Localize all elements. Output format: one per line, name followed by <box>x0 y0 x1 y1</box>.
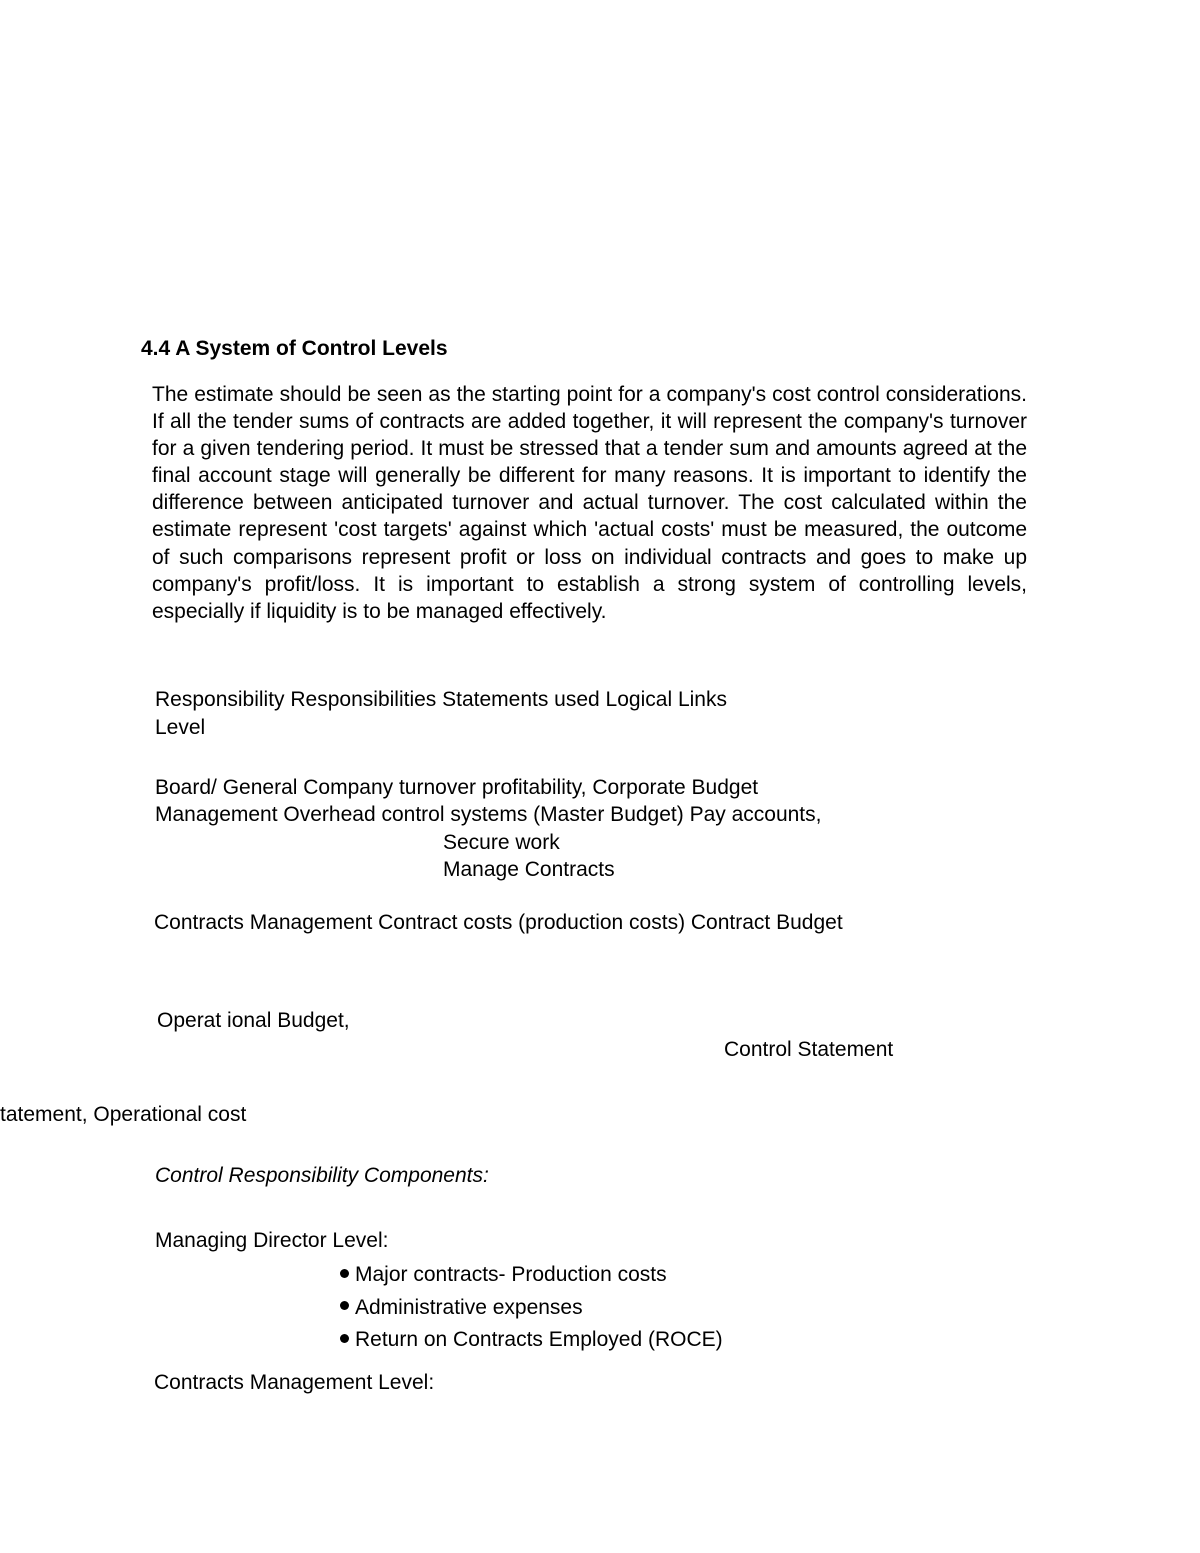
list-item: Administrative expenses <box>340 1292 723 1325</box>
board-row-line-1: Board/ General Company turnover profitability, Corporate Budget <box>155 776 759 799</box>
board-row-line-3: Secure work <box>443 831 560 854</box>
statement-operational-text: tatement, Operational cost <box>0 1103 247 1126</box>
operational-budget-text: Operat ional Budget, <box>157 1009 350 1032</box>
table-header-line-1: Responsibility Responsibilities Statements used Logical Links <box>155 688 727 711</box>
control-statement-text: Control Statement <box>724 1038 894 1061</box>
list-item: Major contracts- Production costs <box>340 1259 723 1292</box>
table-header-line-2: Level <box>155 716 206 739</box>
intro-paragraph: The estimate should be seen as the starting point for a company's cost control considerations. If all the tender sums of contracts are added together, it will represent the company's turnover for a given tendering period. It must be stressed that a tender sum and amounts agreed at the final account stage will generally be different for many reasons. It is important to identify the difference between anticipated turnover and actual turnover. The cost calculated within the estimate represent 'cost targets' against which 'actual costs' must be measured, the outcome of such comparisons represent profit or loss on individual contracts and goes to make up company's profit/loss. It is important to establish a strong system of controlling levels, especially if liquidity is to be managed effectively. <box>152 383 1027 623</box>
components-title: Control Responsibility Components: <box>155 1164 489 1187</box>
section-heading: 4.4 A System of Control Levels <box>141 337 448 360</box>
bullet-icon <box>340 1269 349 1278</box>
bullet-icon <box>340 1301 349 1310</box>
md-level-label: Managing Director Level: <box>155 1229 389 1252</box>
contracts-row-line: Contracts Management Contract costs (production costs) Contract Budget <box>154 911 843 934</box>
md-items-list <box>340 1259 723 1357</box>
bullet-icon <box>340 1334 349 1343</box>
cm-level-label: Contracts Management Level: <box>154 1371 435 1394</box>
board-row-line-2: Management Overhead control systems (Master Budget) Pay accounts, <box>155 803 822 826</box>
board-row-line-4: Manage Contracts <box>443 858 615 881</box>
list-item: Return on Contracts Employed (ROCE) <box>340 1324 723 1357</box>
